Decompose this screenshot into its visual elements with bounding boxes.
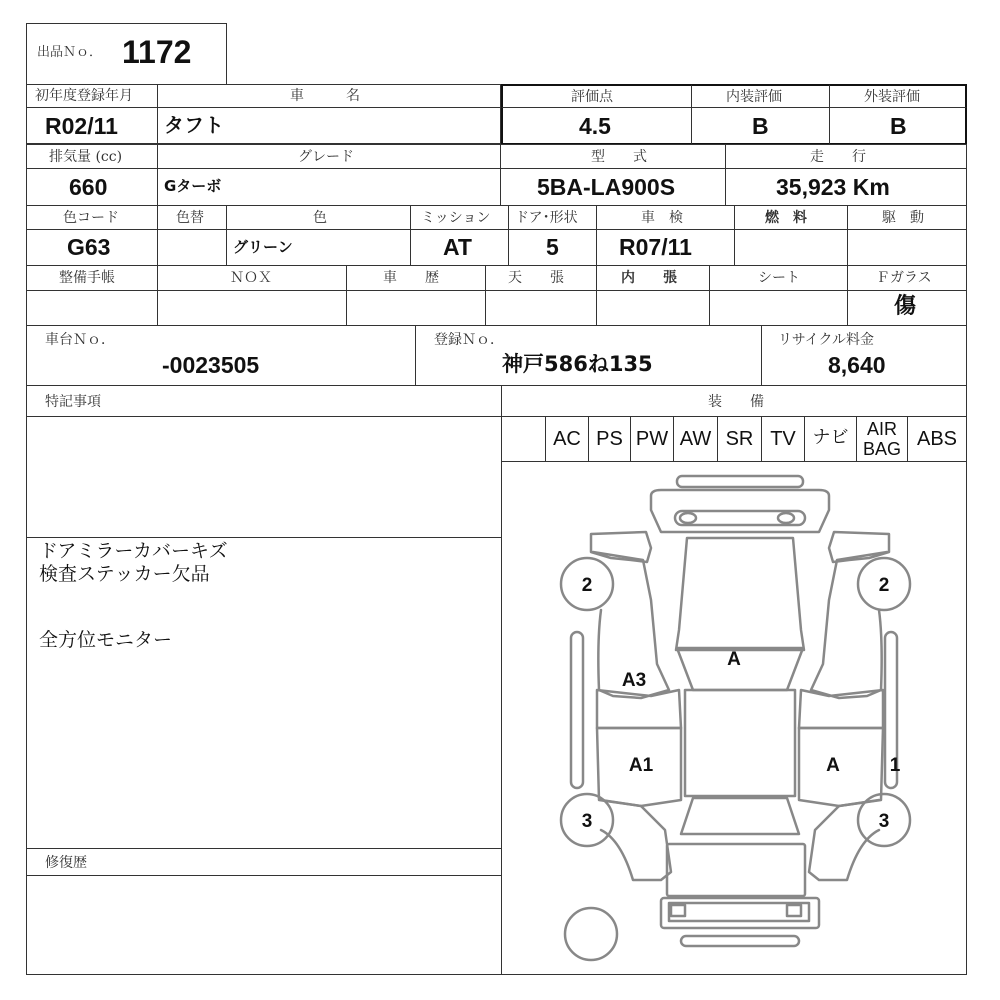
nox-label-cell	[157, 265, 347, 291]
nox-cell	[157, 290, 347, 326]
front-bumper-strip	[677, 476, 803, 487]
mark-front-left-tire: 2	[581, 575, 593, 596]
rear-light-left	[671, 905, 685, 916]
mission-value: AT	[443, 234, 472, 260]
equip-tv	[761, 416, 805, 462]
right-front-fender-body	[811, 552, 887, 698]
inspection-cell	[596, 229, 735, 266]
recycle-cell	[761, 350, 967, 386]
mark-rear-right-tire: 3	[878, 811, 890, 832]
mark-right-rear-door: A	[826, 755, 840, 776]
mileage-value: 35,923 Km	[776, 174, 890, 200]
exterior-value: B	[890, 113, 907, 139]
color-value: グリーン	[233, 238, 293, 256]
mileage-label: 走 行	[810, 149, 866, 165]
seat-label: シート	[758, 270, 800, 286]
model-cell	[500, 168, 726, 206]
equip-sr	[717, 416, 762, 462]
car-diagram-panel	[501, 461, 967, 975]
inspection-value: R07/11	[619, 234, 692, 260]
car-name-cell	[157, 107, 501, 144]
displacement-label-cell	[26, 144, 158, 169]
repaint-label: 色替	[176, 210, 204, 226]
color-cell	[226, 229, 411, 266]
mark-left-rear-door: A1	[628, 755, 654, 776]
registration-cell	[415, 350, 762, 386]
roof	[685, 690, 795, 796]
exterior-label: 外装評価	[864, 89, 920, 105]
equip-abs	[907, 416, 967, 462]
chassis-value: -0023505	[162, 352, 260, 378]
drive-label-cell	[847, 205, 967, 230]
fglass-label: Ｆガラス	[876, 270, 932, 286]
right-rear-door	[799, 728, 883, 806]
grade-label: グレード	[298, 149, 354, 165]
rear-light-right	[787, 905, 801, 916]
mark-right-rear-panel: 1	[889, 755, 901, 776]
interior-trim-label: 内 張	[621, 270, 677, 286]
equip-ac-label: AC	[553, 428, 581, 450]
front-emblem-right	[778, 513, 794, 523]
chassis-label-cell	[26, 325, 416, 351]
recycle-label-cell	[761, 325, 967, 351]
doors-label-cell	[508, 205, 597, 230]
interior-value: B	[752, 113, 769, 139]
color-code-label-cell	[26, 205, 158, 230]
color-code-value: G63	[67, 234, 111, 260]
fglass-label-cell	[847, 265, 967, 291]
equipment-label-cell	[501, 385, 967, 417]
equipment-blank-cell	[501, 416, 546, 462]
equip-aw-label: AW	[679, 428, 712, 450]
score-label: 評価点	[571, 89, 613, 105]
car-name-label: 車 名	[290, 88, 360, 104]
displacement-label: 排気量 (cc)	[49, 149, 123, 165]
seat-label-cell	[709, 265, 848, 291]
equip-airbag	[856, 416, 908, 462]
service-book-label: 整備手帳	[59, 270, 115, 286]
mark-left-front-door: A3	[621, 670, 647, 691]
color-label-cell	[226, 205, 411, 230]
drive-label: 駆 動	[882, 210, 924, 226]
fuel-label-cell	[734, 205, 848, 230]
equip-ps	[588, 416, 631, 462]
mission-cell	[410, 229, 509, 266]
rear-panel	[667, 844, 805, 896]
model-value: 5BA-LA900S	[537, 174, 676, 200]
grade-label-cell	[157, 144, 501, 169]
registration-label: 登録Ｎｏ．	[434, 332, 504, 348]
fglass-cell	[847, 290, 967, 326]
rear-skirt	[681, 936, 799, 946]
left-side-skirt	[571, 632, 583, 788]
exterior-label-cell	[829, 84, 967, 108]
car-diagram	[502, 462, 966, 974]
equip-abs-label: ABS	[916, 428, 958, 450]
seat-cell	[709, 290, 848, 326]
drive-cell	[847, 229, 967, 266]
repair-label: 修復歴	[45, 855, 87, 871]
inspection-label-cell	[596, 205, 735, 230]
score-cell	[501, 107, 692, 145]
score-value: 4.5	[579, 113, 611, 139]
roof-cell	[485, 290, 597, 326]
mark-hood: A	[727, 649, 741, 670]
notes-body	[26, 537, 502, 849]
model-label-cell	[500, 144, 726, 169]
equip-airbag-label: AIR BAG	[862, 419, 901, 459]
first-reg-cell	[26, 107, 158, 144]
equip-sr-label: SR	[725, 428, 754, 450]
fuel-label: 燃 料	[765, 210, 807, 226]
notes-line-2: 検査ステッカー欠品	[39, 563, 210, 585]
equip-navi	[804, 416, 857, 462]
interior-label: 内装評価	[726, 89, 782, 105]
chassis-label: 車台Ｎｏ．	[45, 332, 115, 348]
mileage-label-cell	[725, 144, 967, 169]
displacement-value: 660	[69, 174, 108, 200]
doors-cell	[508, 229, 597, 266]
front-emblem-left	[680, 513, 696, 523]
first-reg-label-cell	[26, 84, 158, 108]
equip-aw	[673, 416, 718, 462]
interior-trim-label-cell	[596, 265, 710, 291]
nox-label: ＮＯＸ	[230, 270, 272, 286]
car-name-label-cell	[157, 84, 501, 108]
mission-label-cell	[410, 205, 509, 230]
equip-tv-label: TV	[770, 428, 796, 450]
color-code-cell	[26, 229, 158, 266]
roof-label: 天 張	[508, 270, 564, 286]
service-book-cell	[26, 290, 158, 326]
grade-cell	[157, 168, 501, 206]
registration-label-cell	[415, 325, 762, 351]
color-label: 色	[313, 210, 327, 226]
model-label: 型 式	[591, 149, 647, 165]
registration-value: 神戸586ね135	[502, 352, 653, 376]
fuel-cell	[734, 229, 848, 266]
interior-cell	[691, 107, 830, 145]
mileage-cell	[725, 168, 967, 206]
exterior-cell	[829, 107, 967, 145]
mark-front-right-tire: 2	[878, 575, 890, 596]
rear-window	[681, 798, 799, 834]
score-label-cell	[501, 84, 692, 108]
interior-label-cell	[691, 84, 830, 108]
doors-value: 5	[546, 234, 559, 260]
repair-body	[26, 875, 502, 975]
color-code-label: 色コード	[63, 210, 119, 226]
lot-box	[26, 23, 227, 85]
history-cell	[346, 290, 486, 326]
repair-label-cell	[26, 848, 502, 876]
displacement-cell	[26, 168, 158, 206]
inspection-label: 車 検	[641, 210, 683, 226]
service-book-label-cell	[26, 265, 158, 291]
chassis-cell	[26, 350, 416, 386]
recycle-value: 8,640	[828, 352, 886, 378]
equip-ac	[545, 416, 589, 462]
lot-number: 1172	[122, 34, 192, 70]
notes-upper	[26, 416, 502, 538]
first-reg-label: 初年度登録年月	[35, 88, 133, 104]
history-label: 車 歴	[383, 270, 439, 286]
repaint-label-cell	[157, 205, 227, 230]
lot-label: 出品Ｎｏ．	[37, 45, 103, 60]
recycle-label: リサイクル料金	[778, 332, 875, 348]
interior-trim-cell	[596, 290, 710, 326]
roof-label-cell	[485, 265, 597, 291]
equip-ps-label: PS	[596, 428, 623, 450]
equip-pw-label: PW	[635, 428, 669, 450]
notes-line-1: ドアミラーカバーキズ	[39, 540, 228, 562]
doors-label: ドア･形状	[515, 210, 578, 226]
notes-label-cell	[26, 385, 502, 417]
mission-label: ミッション	[421, 210, 491, 226]
mark-rear-left-tire: 3	[581, 811, 593, 832]
equip-pw	[630, 416, 674, 462]
notes-line-4: 全方位モニター	[39, 629, 173, 651]
equip-navi-label: ナビ	[812, 427, 849, 448]
repaint-cell	[157, 229, 227, 266]
car-name-value: タフト	[164, 113, 224, 137]
notes-label: 特記事項	[45, 394, 101, 410]
fglass-value: 傷	[894, 294, 917, 319]
history-label-cell	[346, 265, 486, 291]
grade-value: Gターボ	[164, 177, 222, 195]
first-reg-value: R02/11	[45, 113, 118, 139]
equipment-label: 装 備	[708, 394, 764, 410]
hood	[676, 538, 804, 650]
spare-tire	[565, 908, 617, 960]
